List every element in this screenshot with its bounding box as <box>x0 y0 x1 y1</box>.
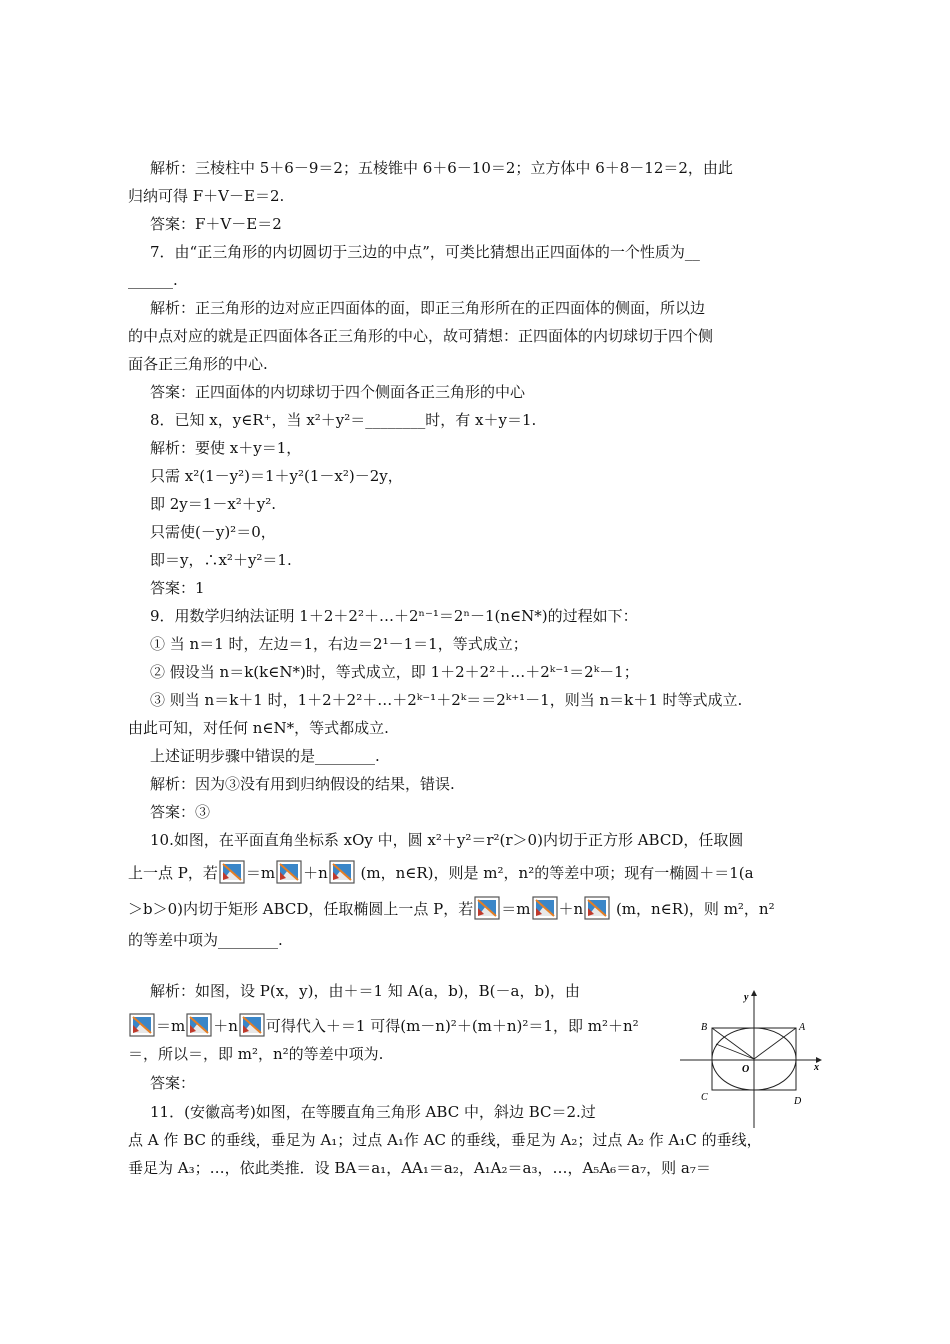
text-line: 11．(安徽高考)如图，在等腰直角三角形 ABC 中，斜边 BC＝2.过 <box>150 1103 596 1121</box>
text-line: ______. <box>128 271 178 289</box>
text-fragment: 可得代入＋＝1 可得(m－n)²＋(m＋n)²＝1，即 m²＋n² <box>265 1017 639 1035</box>
broken-image-icon <box>329 860 355 884</box>
text-line: ② 假设当 n＝k(k∈N*)时，等式成立，即 1＋2＋2²＋…＋2ᵏ⁻¹＝2ᵏ－1； <box>150 663 639 681</box>
text-line: 的中点对应的就是正四面体各正三角形的中心，故可猜想：正四面体的内切球切于四个侧 <box>128 327 714 345</box>
text-line: 解析：三棱柱中 5＋6－9＝2；五棱锥中 6＋6－10＝2；立方体中 6＋8－12＝2，由此 <box>150 159 733 177</box>
text-line: 7．由“正三角形的内切圆切于三边的中点”，可类比猜想出正四面体的一个性质为__ <box>150 243 700 261</box>
text-fragment: (m，n∈R)，则是 m²，n²的等差中项；现有一椭圆＋＝1(a <box>355 864 754 882</box>
y-axis-arrow <box>751 990 757 996</box>
broken-image-icon <box>239 1013 265 1037</box>
text-line <box>128 860 754 884</box>
text-line: 解析：如图，设 P(x，y)，由＋＝1 知 A(a，b)，B(－a，b)，由 <box>150 982 580 1000</box>
text-fragment: ＝m <box>501 900 531 918</box>
text-fragment: ＝m <box>156 1017 186 1035</box>
text-line: 点 A 作 BC 的垂线，垂足为 A₁；过点 A₁作 AC 的垂线，垂足为 A₂；过点 A₂ 作 A₁C 的垂线， <box>128 1131 762 1149</box>
label-x: x <box>814 1062 819 1073</box>
text-line: 答案： <box>150 1074 196 1092</box>
text-line: 面各正三角形的中心. <box>128 355 268 373</box>
text-fragment: ＋n <box>213 1017 238 1035</box>
text-line: 答案：F＋V－E＝2 <box>150 215 282 233</box>
text-line: 归纳可得 F＋V－E＝2. <box>128 187 285 205</box>
text-line: ① 当 n＝1 时，左边＝1，右边＝2¹－1＝1，等式成立； <box>150 635 528 653</box>
text-fragment: ＝m <box>245 864 276 882</box>
label-y: y <box>744 992 749 1003</box>
label-d: D <box>794 1096 802 1107</box>
text-line: 9．用数学归纳法证明 1＋2＋2²＋…＋2ⁿ⁻¹＝2ⁿ－1(n∈N*)的过程如下： <box>150 607 638 625</box>
broken-image-icon <box>219 860 245 884</box>
text-line: 8．已知 x，y∈R⁺，当 x²＋y²＝________时，有 x＋y＝1. <box>150 411 537 429</box>
text-line: 的等差中项为________. <box>128 931 283 949</box>
broken-image-icon <box>276 860 302 884</box>
text-line: ＝，所以＝，即 m²，n²的等差中项为. <box>128 1045 384 1063</box>
text-fragment: ＋n <box>558 900 584 918</box>
segment-op <box>716 1044 754 1059</box>
text-line: 即 2y＝1－x²＋y². <box>150 495 277 513</box>
text-line: 10.如图，在平面直角坐标系 xOy 中，圆 x²＋y²＝r²(r＞0)内切于正方形 ABCD，任取圆 <box>150 831 744 849</box>
segment-oa <box>754 1028 796 1059</box>
text-line: 解析：要使 x＋y＝1， <box>150 439 302 457</box>
segment-ob <box>712 1028 754 1059</box>
text-line: 答案：③ <box>150 803 211 821</box>
text-fragment: 上一点 P，若 <box>128 864 218 882</box>
text-line: 解析：正三角形的边对应正四面体的面，即正三角形所在的正四面体的侧面，所以边 <box>150 299 706 317</box>
broken-image-icon <box>474 896 500 920</box>
broken-image-icon <box>532 896 558 920</box>
text-line: 上述证明步骤中错误的是________. <box>150 747 380 765</box>
text-line <box>128 1013 639 1037</box>
ellipse-figure <box>676 988 824 1130</box>
label-c: C <box>701 1092 708 1103</box>
text-line: 答案：正四面体的内切球切于四个侧面各正三角形的中心 <box>150 383 526 401</box>
label-o: O <box>742 1064 750 1075</box>
text-line: 答案：1 <box>150 579 205 597</box>
broken-image-icon <box>186 1013 212 1037</box>
text-line: 只需 x²(1－y²)＝1＋y²(1－x²)－2y， <box>150 467 403 485</box>
text-fragment: ＞b＞0)内切于矩形 ABCD，任取椭圆上一点 P，若 <box>128 900 474 918</box>
text-line: 只需使(－y)²＝0， <box>150 523 276 541</box>
broken-image-icon <box>129 1013 155 1037</box>
text-fragment: ＋n <box>303 864 328 882</box>
text-line: 解析：因为③没有用到归纳假设的结果，错误. <box>150 775 455 793</box>
text-line <box>128 896 775 920</box>
text-line: 垂足为 A₃；…，依此类推．设 BA＝a₁，AA₁＝a₂，A₁A₂＝a₃，…，A₅A₆＝a₇，则 a₇＝ <box>128 1159 711 1177</box>
label-a: A <box>799 1022 806 1033</box>
text-line: ③ 则当 n＝k＋1 时，1＋2＋2²＋…＋2ᵏ⁻¹＋2ᵏ＝＝2ᵏ⁺¹－1，则当 n＝k＋1 时等式成立. <box>150 691 743 709</box>
text-line: 即＝y，∴x²＋y²＝1. <box>150 551 292 569</box>
text-line: 由此可知，对任何 n∈N*，等式都成立. <box>128 719 389 737</box>
broken-image-icon <box>584 896 610 920</box>
text-fragment: (m，n∈R)，则 m²，n² <box>611 900 775 918</box>
label-b: B <box>701 1022 708 1033</box>
